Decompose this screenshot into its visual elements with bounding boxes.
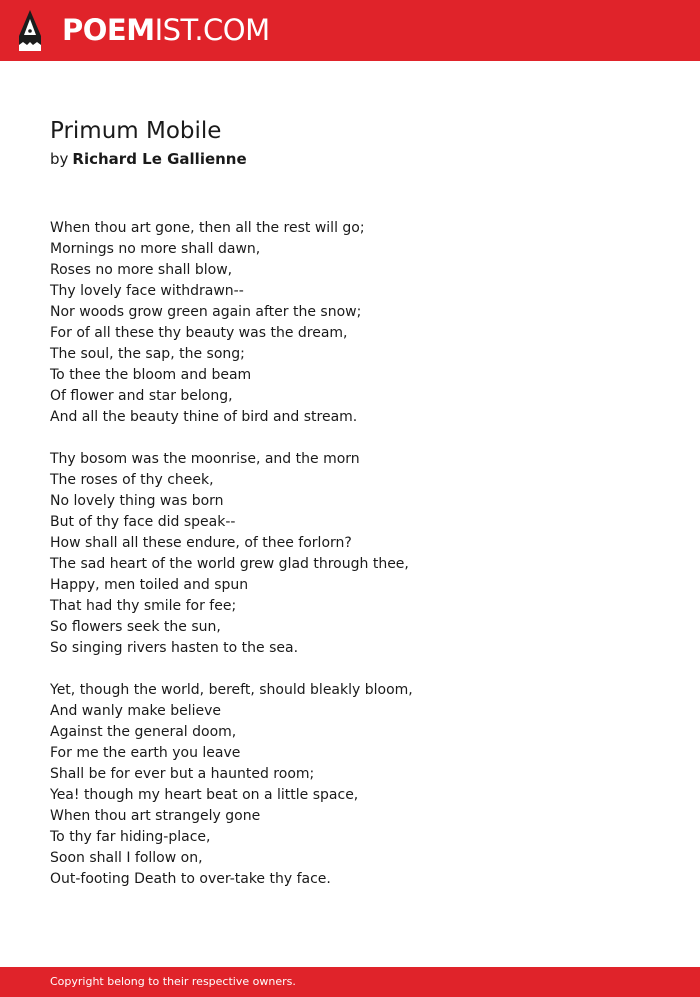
- poem-line: No lovely thing was born: [50, 493, 224, 509]
- author-name: Richard Le Gallienne: [72, 150, 247, 168]
- poem-line: Roses no more shall blow,: [50, 262, 233, 278]
- poem-line: And wanly make believe: [50, 703, 221, 719]
- poem-line: For me the earth you leave: [50, 745, 241, 761]
- poem-line: The sad heart of the world grew glad through thee,: [50, 556, 409, 572]
- poem-line: For of all these thy beauty was the dream,: [50, 325, 348, 341]
- poem-body: [50, 218, 650, 911]
- poem-line: The soul, the sap, the song;: [50, 346, 245, 362]
- poem-line: Yea! though my heart beat on a little space,: [50, 787, 359, 803]
- stanza: [50, 449, 650, 659]
- by-label: by: [50, 150, 69, 168]
- poem-line: Against the general doom,: [50, 724, 237, 740]
- poem-line: When thou art strangely gone: [50, 808, 261, 824]
- stanza: [50, 218, 650, 428]
- poem-line: Mornings no more shall dawn,: [50, 241, 261, 257]
- poem-line: So flowers seek the sun,: [50, 619, 221, 635]
- poem-line: Happy, men toiled and spun: [50, 577, 249, 593]
- poem-line: And all the beauty thine of bird and stream.: [50, 409, 358, 425]
- poem-line: Thy lovely face withdrawn--: [50, 283, 244, 299]
- poem-line: So singing rivers hasten to the sea.: [50, 640, 299, 656]
- copyright-text: Copyright belong to their respective owners.: [50, 975, 296, 988]
- logo-light-text: IST.COM: [154, 13, 270, 47]
- pen-nib-icon[interactable]: [17, 10, 43, 51]
- poem-line: Nor woods grow green again after the snow;: [50, 304, 362, 320]
- logo-bold-text: POEM: [62, 13, 155, 47]
- poem-line: To thee the bloom and beam: [50, 367, 252, 383]
- site-footer: [0, 967, 700, 997]
- poem-line: Shall be for ever but a haunted room;: [50, 766, 315, 782]
- site-header: [0, 0, 700, 61]
- poem-line: Out-footing Death to over-take thy face.: [50, 871, 331, 887]
- poem-line: But of thy face did speak--: [50, 514, 236, 530]
- stanza: [50, 680, 650, 890]
- poem-line: To thy far hiding-place,: [50, 829, 211, 845]
- poem-line: Yet, though the world, bereft, should bleakly bloom,: [50, 682, 413, 698]
- poem-line: How shall all these endure, of thee forlorn?: [50, 535, 352, 551]
- byline: [50, 148, 247, 170]
- poem-line: Soon shall I follow on,: [50, 850, 203, 866]
- poem-line: The roses of thy cheek,: [50, 472, 214, 488]
- poem-line: Of flower and star belong,: [50, 388, 233, 404]
- poem-line: Thy bosom was the moonrise, and the morn: [50, 451, 360, 467]
- poem-title: Primum Mobile: [50, 118, 222, 144]
- poem-line: When thou art gone, then all the rest will go;: [50, 220, 365, 236]
- poem-line: That had thy smile for fee;: [50, 598, 237, 614]
- site-logo[interactable]: [62, 11, 270, 49]
